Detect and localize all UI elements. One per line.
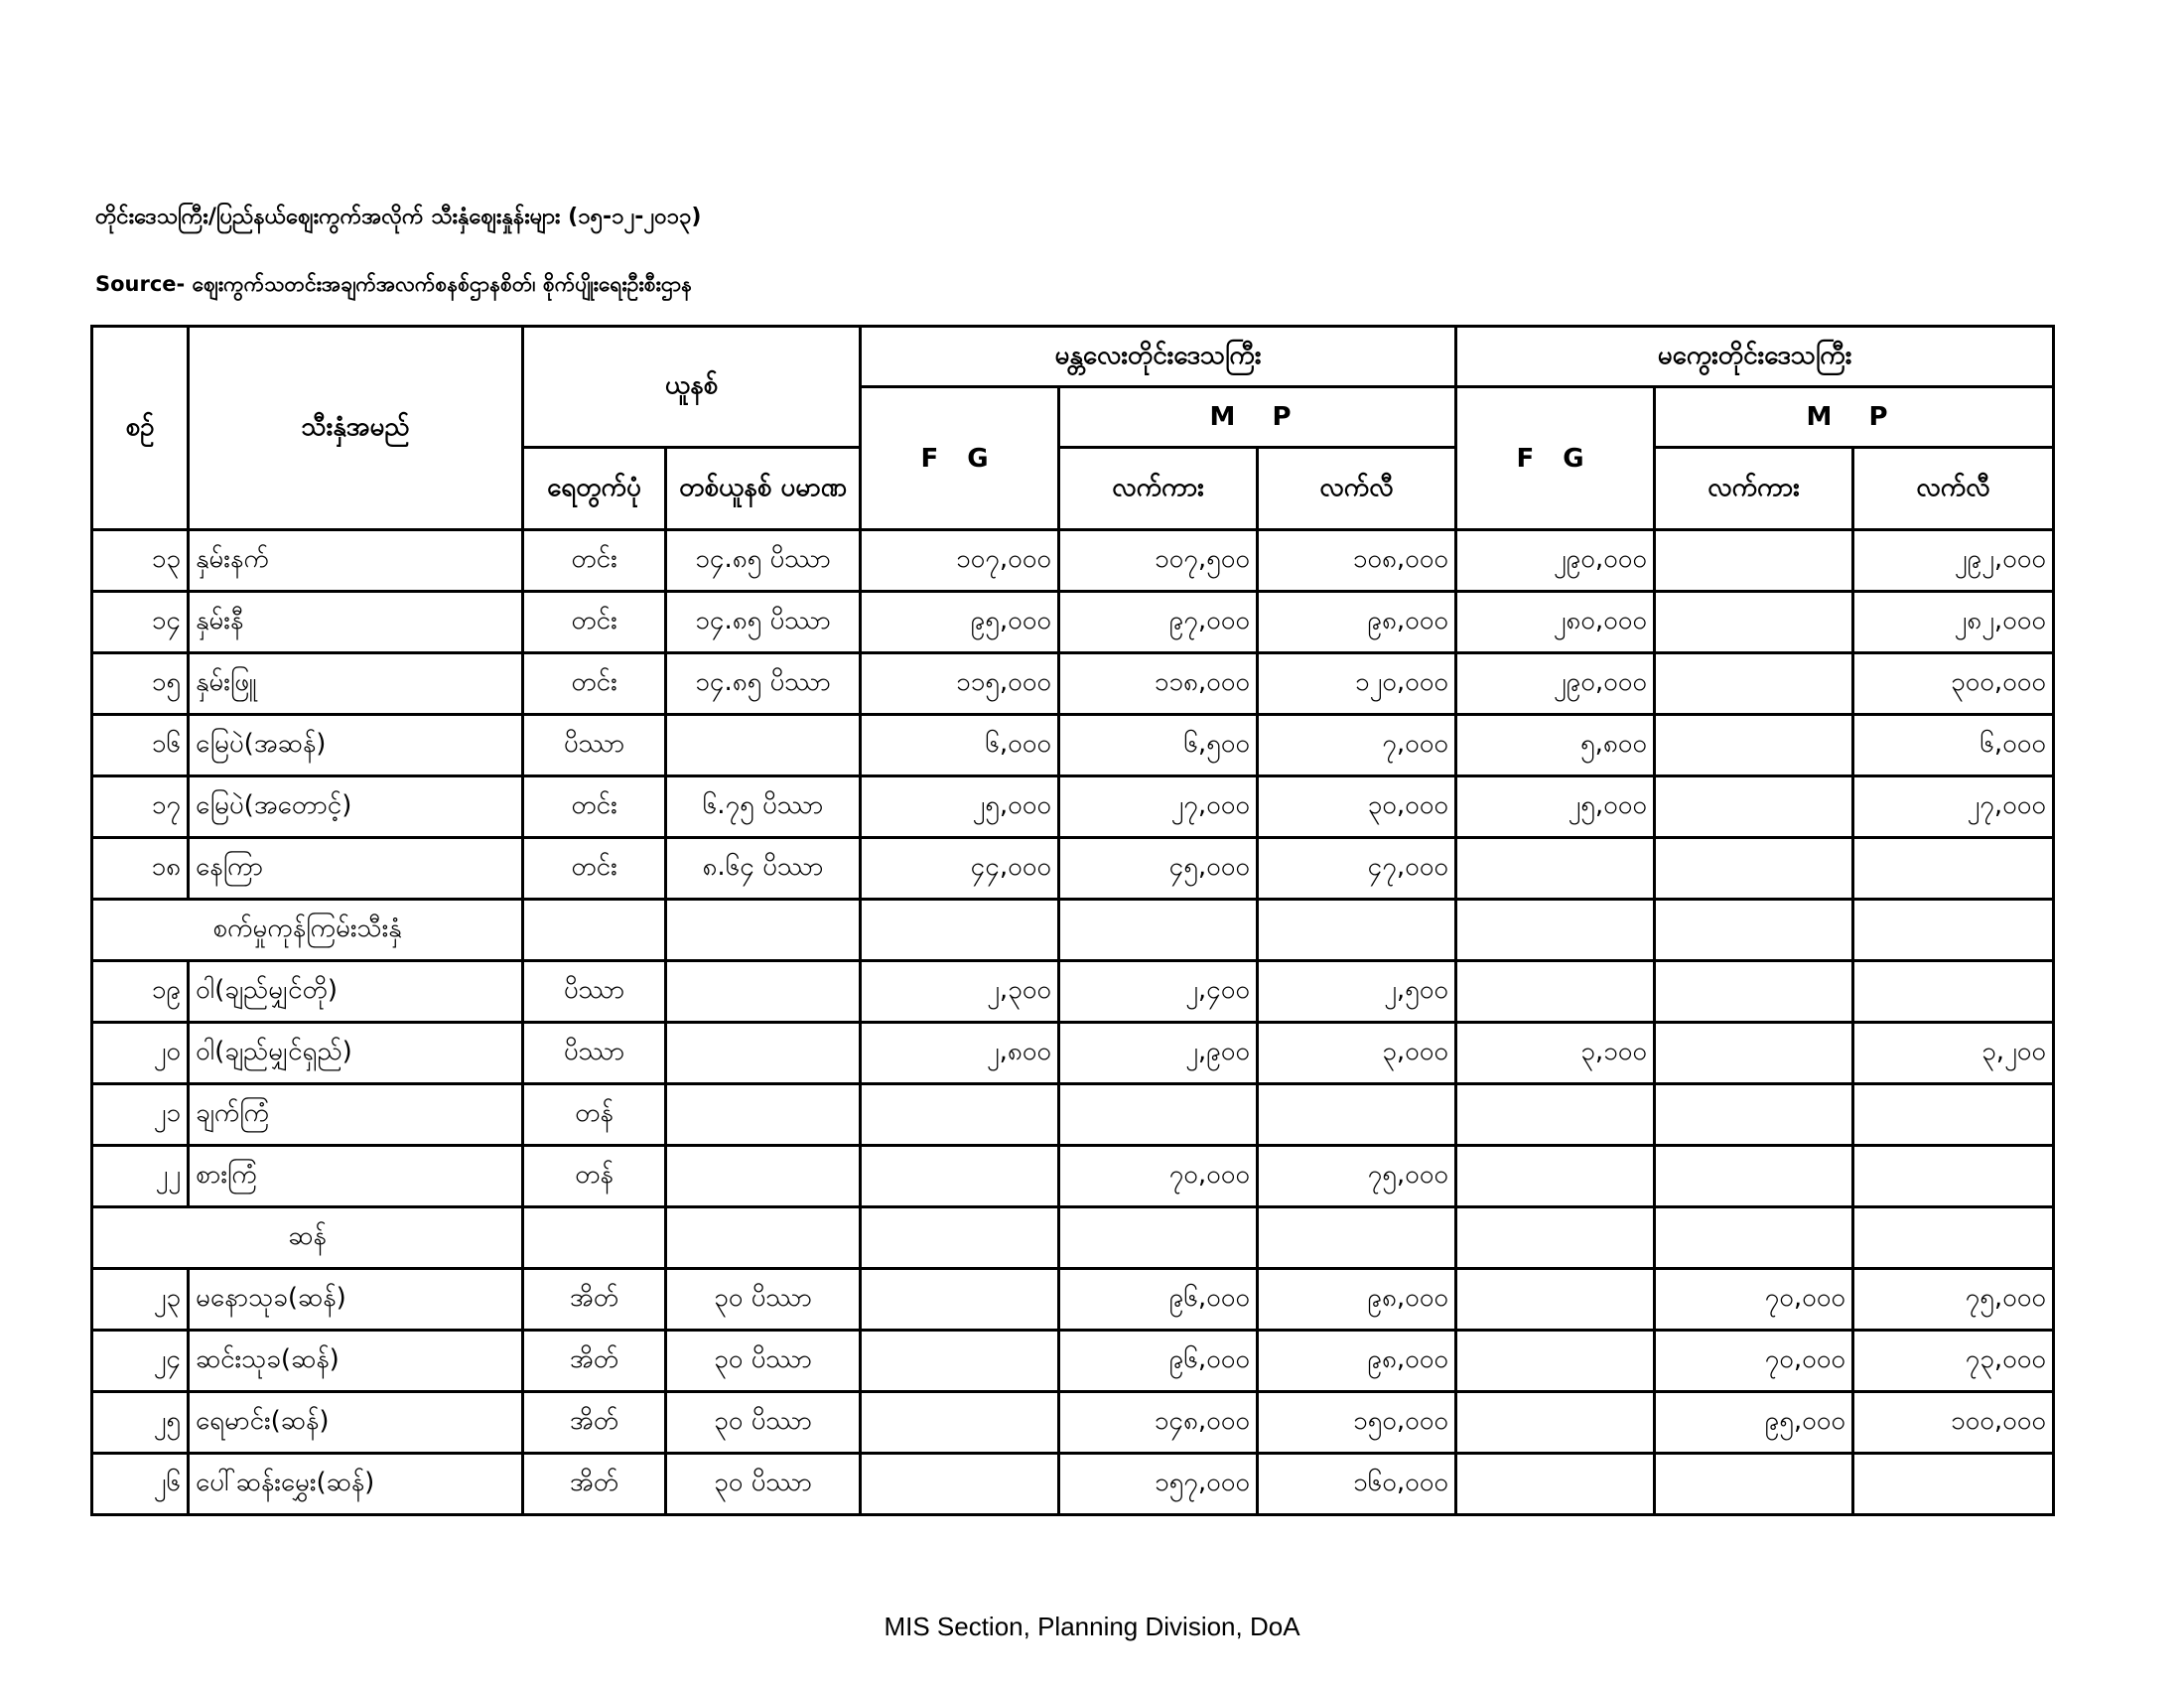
header-mandalay-retail: လက်လီ (1258, 448, 1456, 530)
page-footer: MIS Section, Planning Division, DoA (884, 1612, 1300, 1641)
unit-size (666, 715, 861, 776)
mandalay-wholesale-price: ၁၅၇,၀၀၀ (1059, 1454, 1258, 1515)
mandalay-fg-price: ၂,၈၀၀ (861, 1023, 1059, 1084)
magway-fg-price (1456, 838, 1655, 900)
row-number: ၁၉ (92, 961, 189, 1023)
price-table-body (92, 530, 2054, 1515)
mandalay-retail-price: ၉၈,၀၀၀ (1258, 592, 1456, 653)
table-row (92, 592, 2054, 653)
mandalay-fg-price (861, 1146, 1059, 1207)
empty-cell (1655, 1207, 1853, 1269)
unit-size: ၃၀ ပိဿာ (666, 1331, 861, 1392)
mandalay-wholesale-price: ၁၀၇,၅၀၀ (1059, 530, 1258, 592)
table-row (92, 1331, 2054, 1392)
mandalay-wholesale-price: ၄၅,၀၀၀ (1059, 838, 1258, 900)
unit-local: အိတ် (523, 1454, 666, 1515)
table-row (92, 838, 2054, 900)
unit-local: တင်း (523, 776, 666, 838)
magway-fg-price (1456, 1454, 1655, 1515)
table-row (92, 776, 2054, 838)
table-row (92, 653, 2054, 715)
mandalay-wholesale-price: ၂၇,၀၀၀ (1059, 776, 1258, 838)
crop-name: ရေမာင်း(ဆန်) (189, 1392, 523, 1454)
empty-cell (1655, 900, 1853, 961)
mandalay-retail-price: ၁၀၈,၀၀၀ (1258, 530, 1456, 592)
magway-retail-price (1853, 1146, 2054, 1207)
unit-local: တန် (523, 1146, 666, 1207)
unit-size (666, 1023, 861, 1084)
mandalay-wholesale-price: ၉၇,၀၀၀ (1059, 592, 1258, 653)
page-title: တိုင်းဒေသကြီး/ပြည်နယ်ဈေးကွက်အလိုက် သီးနှံဈေးနှုန်းများ (၁၅-၁၂-၂၀၁၃) (95, 205, 702, 229)
table-row (92, 1084, 2054, 1146)
empty-cell (1853, 1207, 2054, 1269)
crop-name: နေကြာ (189, 838, 523, 900)
table-row (92, 1146, 2054, 1207)
unit-local: အိတ် (523, 1331, 666, 1392)
empty-cell (861, 1207, 1059, 1269)
mandalay-wholesale-price: ၆,၅၀၀ (1059, 715, 1258, 776)
header-magway-fg: F G (1456, 387, 1655, 530)
magway-wholesale-price (1655, 961, 1853, 1023)
empty-cell (1456, 1207, 1655, 1269)
mandalay-fg-price (861, 1269, 1059, 1331)
crop-name: စားကြံ (189, 1146, 523, 1207)
mandalay-retail-price: ၉၈,၀၀၀ (1258, 1331, 1456, 1392)
magway-retail-price (1853, 1084, 2054, 1146)
mandalay-fg-price (861, 1084, 1059, 1146)
section-heading: စက်မှုကုန်ကြမ်းသီးနှံ (92, 900, 523, 961)
table-row (92, 715, 2054, 776)
unit-local: တင်း (523, 592, 666, 653)
row-number: ၂၁ (92, 1084, 189, 1146)
mandalay-retail-price: ၇၅,၀၀၀ (1258, 1146, 1456, 1207)
magway-retail-price: ၂၇,၀၀၀ (1853, 776, 2054, 838)
header-magway-mp: M P (1655, 387, 2054, 448)
mandalay-wholesale-price: ၁၁၈,၀၀၀ (1059, 653, 1258, 715)
unit-size: ၁၄.၈၅ ပိဿာ (666, 653, 861, 715)
magway-retail-price: ၇၅,၀၀၀ (1853, 1269, 2054, 1331)
mandalay-retail-price: ၉၈,၀၀၀ (1258, 1269, 1456, 1331)
unit-local: ပိဿာ (523, 1023, 666, 1084)
mandalay-fg-price (861, 1454, 1059, 1515)
unit-size: ၃၀ ပိဿာ (666, 1454, 861, 1515)
empty-cell (1456, 900, 1655, 961)
magway-retail-price (1853, 838, 2054, 900)
magway-wholesale-price (1655, 592, 1853, 653)
empty-cell (1853, 900, 2054, 961)
magway-retail-price: ၃,၂၀၀ (1853, 1023, 2054, 1084)
mandalay-fg-price: ၂၅,၀၀၀ (861, 776, 1059, 838)
table-row (92, 1392, 2054, 1454)
magway-retail-price: ၃၀၀,၀၀၀ (1853, 653, 2054, 715)
crop-name: မနောသုခ(ဆန်) (189, 1269, 523, 1331)
magway-retail-price: ၆,၀၀၀ (1853, 715, 2054, 776)
unit-size (666, 961, 861, 1023)
mandalay-fg-price: ၆,၀၀၀ (861, 715, 1059, 776)
mandalay-fg-price: ၂,၃၀၀ (861, 961, 1059, 1023)
magway-fg-price: ၂၉၀,၀၀၀ (1456, 530, 1655, 592)
magway-wholesale-price (1655, 838, 1853, 900)
mandalay-retail-price: ၁၆၀,၀၀၀ (1258, 1454, 1456, 1515)
crop-name: ဆင်းသုခ(ဆန်) (189, 1331, 523, 1392)
mandalay-retail-price: ၄၇,၀၀၀ (1258, 838, 1456, 900)
mandalay-retail-price (1258, 1084, 1456, 1146)
crop-name: မြေပဲ(အဆန်) (189, 715, 523, 776)
magway-wholesale-price (1655, 1146, 1853, 1207)
mandalay-fg-price (861, 1331, 1059, 1392)
magway-retail-price: ၂၉၂,၀၀၀ (1853, 530, 2054, 592)
magway-fg-price: ၂၅,၀၀၀ (1456, 776, 1655, 838)
empty-cell (1258, 900, 1456, 961)
mandalay-retail-price: ၇,၀၀၀ (1258, 715, 1456, 776)
magway-wholesale-price (1655, 1454, 1853, 1515)
empty-cell (666, 1207, 861, 1269)
magway-wholesale-price (1655, 1084, 1853, 1146)
magway-wholesale-price (1655, 653, 1853, 715)
header-mandalay-wholesale: လက်ကား (1059, 448, 1258, 530)
magway-fg-price: ၃,၁၀၀ (1456, 1023, 1655, 1084)
unit-size: ၈.၆၄ ပိဿာ (666, 838, 861, 900)
unit-local: တန် (523, 1084, 666, 1146)
magway-retail-price: ၇၃,၀၀၀ (1853, 1331, 2054, 1392)
mandalay-fg-price: ၄၄,၀၀၀ (861, 838, 1059, 900)
magway-wholesale-price (1655, 776, 1853, 838)
magway-fg-price (1456, 961, 1655, 1023)
crop-name: နှမ်းဖြူ (189, 653, 523, 715)
mandalay-wholesale-price: ၂,၄၀၀ (1059, 961, 1258, 1023)
empty-cell (861, 900, 1059, 961)
magway-retail-price: ၁၀၀,၀၀၀ (1853, 1392, 2054, 1454)
mandalay-wholesale-price: ၂,၉၀၀ (1059, 1023, 1258, 1084)
mandalay-retail-price: ၁၂၀,၀၀၀ (1258, 653, 1456, 715)
header-magway-retail: လက်လီ (1853, 448, 2054, 530)
header-magway-region: မကွေးတိုင်းဒေသကြီး (1456, 327, 2054, 387)
mandalay-wholesale-price: ၉၆,၀၀၀ (1059, 1269, 1258, 1331)
mandalay-fg-price: ၉၅,၀၀၀ (861, 592, 1059, 653)
header-no: စဉ် (92, 327, 189, 530)
source-line: Source- ဈေးကွက်သတင်းအချက်အလက်စနစ်ဌာနစိတ်၊ စိုက်ပျိုးရေးဦးစီးဌာန (95, 272, 693, 296)
magway-wholesale-price: ၉၅,၀၀၀ (1655, 1392, 1853, 1454)
unit-size (666, 1146, 861, 1207)
table-row (92, 961, 2054, 1023)
unit-size: ၃၀ ပိဿာ (666, 1392, 861, 1454)
crop-name: နှမ်းနက် (189, 530, 523, 592)
unit-local: တင်း (523, 838, 666, 900)
row-number: ၁၅ (92, 653, 189, 715)
magway-wholesale-price (1655, 1023, 1853, 1084)
mandalay-retail-price: ၃၀,၀၀၀ (1258, 776, 1456, 838)
header-unit-local: ရေတွက်ပုံ (523, 448, 666, 530)
mandalay-fg-price: ၁၀၇,၀၀၀ (861, 530, 1059, 592)
mandalay-retail-price: ၃,၀၀၀ (1258, 1023, 1456, 1084)
unit-local: ပိဿာ (523, 961, 666, 1023)
unit-size: ၆.၇၅ ပိဿာ (666, 776, 861, 838)
crop-name: ပေါ်ဆန်းမွှေး(ဆန်) (189, 1454, 523, 1515)
mandalay-wholesale-price: ၇၀,၀၀၀ (1059, 1146, 1258, 1207)
magway-fg-price: ၂၈၀,၀၀၀ (1456, 592, 1655, 653)
unit-size: ၁၄.၈၅ ပိဿာ (666, 530, 861, 592)
magway-retail-price: ၂၈၂,၀၀၀ (1853, 592, 2054, 653)
magway-fg-price (1456, 1084, 1655, 1146)
row-number: ၂၄ (92, 1331, 189, 1392)
unit-local: တင်း (523, 530, 666, 592)
unit-local: တင်း (523, 653, 666, 715)
magway-wholesale-price (1655, 530, 1853, 592)
table-row (92, 1269, 2054, 1331)
magway-fg-price (1456, 1331, 1655, 1392)
magway-fg-price: ၂၉၀,၀၀၀ (1456, 653, 1655, 715)
row-number: ၂၅ (92, 1392, 189, 1454)
magway-fg-price (1456, 1269, 1655, 1331)
unit-size: ၁၄.၈၅ ပိဿာ (666, 592, 861, 653)
magway-wholesale-price: ၇၀,၀၀၀ (1655, 1331, 1853, 1392)
unit-local: အိတ် (523, 1269, 666, 1331)
unit-local: အိတ် (523, 1392, 666, 1454)
mandalay-wholesale-price: ၁၄၈,၀၀၀ (1059, 1392, 1258, 1454)
row-number: ၁၄ (92, 592, 189, 653)
mandalay-retail-price: ၂,၅၀၀ (1258, 961, 1456, 1023)
row-number: ၂၃ (92, 1269, 189, 1331)
header-mandalay-fg: F G (861, 387, 1059, 530)
crop-name: ဝါ(ချည်မျှင်တို) (189, 961, 523, 1023)
header-mandalay-region: မန္တလေးတိုင်းဒေသကြီး (861, 327, 1456, 387)
empty-cell (1059, 900, 1258, 961)
magway-fg-price (1456, 1392, 1655, 1454)
header-magway-wholesale: လက်ကား (1655, 448, 1853, 530)
row-number: ၁၆ (92, 715, 189, 776)
table-row (92, 1454, 2054, 1515)
mandalay-wholesale-price: ၉၆,၀၀၀ (1059, 1331, 1258, 1392)
header-unit: ယူနစ် (523, 327, 861, 448)
magway-fg-price: ၅,၈၀၀ (1456, 715, 1655, 776)
mandalay-fg-price (861, 1392, 1059, 1454)
table-row (92, 1023, 2054, 1084)
crop-name: နှမ်းနီ (189, 592, 523, 653)
section-row (92, 1207, 2054, 1269)
magway-wholesale-price (1655, 715, 1853, 776)
crop-name: ဝါ(ချည်မျှင်ရှည်) (189, 1023, 523, 1084)
unit-size: ၃၀ ပိဿာ (666, 1269, 861, 1331)
mandalay-wholesale-price (1059, 1084, 1258, 1146)
empty-cell (523, 900, 666, 961)
row-number: ၁၇ (92, 776, 189, 838)
row-number: ၂၀ (92, 1023, 189, 1084)
crop-name: ချက်ကြံ (189, 1084, 523, 1146)
unit-size (666, 1084, 861, 1146)
section-heading: ဆန် (92, 1207, 523, 1269)
crop-name: မြေပဲ(အတောင့်) (189, 776, 523, 838)
section-row (92, 900, 2054, 961)
mandalay-fg-price: ၁၁၅,၀၀၀ (861, 653, 1059, 715)
row-number: ၂၂ (92, 1146, 189, 1207)
row-number: ၁၃ (92, 530, 189, 592)
magway-retail-price (1853, 961, 2054, 1023)
magway-fg-price (1456, 1146, 1655, 1207)
empty-cell (666, 900, 861, 961)
magway-retail-price (1853, 1454, 2054, 1515)
price-table (90, 325, 2055, 1516)
empty-cell (1258, 1207, 1456, 1269)
magway-wholesale-price: ၇၀,၀၀၀ (1655, 1269, 1853, 1331)
table-row (92, 530, 2054, 592)
row-number: ၂၆ (92, 1454, 189, 1515)
row-number: ၁၈ (92, 838, 189, 900)
mandalay-retail-price: ၁၅၀,၀၀၀ (1258, 1392, 1456, 1454)
header-crop-name: သီးနှံအမည် (189, 327, 523, 530)
empty-cell (1059, 1207, 1258, 1269)
header-unit-size: တစ်ယူနစ် ပမာဏ (666, 448, 861, 530)
empty-cell (523, 1207, 666, 1269)
unit-local: ပိဿာ (523, 715, 666, 776)
header-mandalay-mp: M P (1059, 387, 1456, 448)
